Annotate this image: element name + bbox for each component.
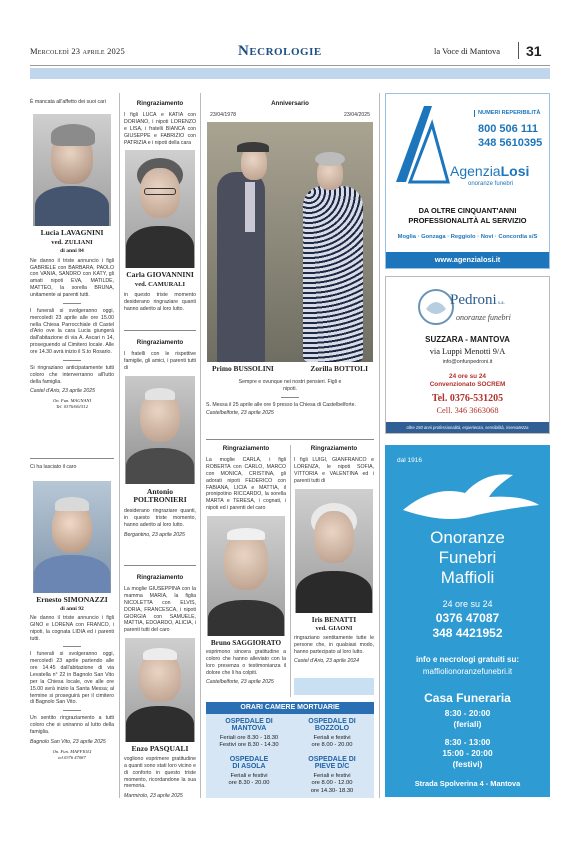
agency-phone: tel.0376 47087 xyxy=(58,754,86,760)
mass-text: S. Messa il 25 aprile alle ore 9 presso la Chiesa di Castelbelforte. xyxy=(206,401,356,408)
notice-text: La moglie CARLA, i figli ROBERTA con CARLO, MARCO con MONICA, CRISTINA, gli adorati nipoti FEDERICO con FABIANA, LICIA e MATTIA, il pronipotino RICCARDO, la sorella MARTA e TERESA, i cognati, i nipoti ed i parenti del caro xyxy=(206,457,286,512)
deceased-age: di anni 92 xyxy=(60,605,84,612)
place-date: Castel d'Ario, 23 aprile 2025 xyxy=(30,388,96,395)
place-date: Bagnolo San Vito, 23 aprile 2025 xyxy=(30,738,106,745)
married-name: ved. CAMURALI xyxy=(134,281,186,289)
notice-text: in questo triste momento desiderano ringraziare quanti hanno aderito al loro lutto. xyxy=(124,291,196,312)
married-name: ved. ZULIANI xyxy=(51,238,93,246)
losi-slogan-1: DA OLTRE CINQUANT'ANNI xyxy=(418,206,517,215)
maffioli-h1-note: (feriali) xyxy=(453,719,482,729)
obituary-simonazzi xyxy=(30,464,114,761)
hours-line: Feriali ore 8.30 - 18.30 xyxy=(219,734,279,741)
place-date: Castel d'Ario, 23 aprile 2024 xyxy=(294,657,360,664)
notice-text: esprimono sincera gratitudine a coloro che hanno alleviato con la loro presenza o testimonianza il dolore che li ha colpiti. xyxy=(206,649,286,676)
thanks-saggiorato xyxy=(206,442,286,686)
header-separator xyxy=(518,42,519,59)
portrait-photo xyxy=(125,376,195,484)
hours-line: ore 8.30 - 20.00 xyxy=(228,780,270,787)
maffioli-since: dal 1916 xyxy=(397,457,422,464)
deceased-first-name: Antonio xyxy=(146,486,174,496)
notice-heading: Ringraziamento xyxy=(310,445,358,452)
notice-text: I figli LUCA e KATIA con DORIANO, i nipoti LORENZO e LISA, i fratelli BIANCA con GIUSEPPE e FABRIZIO con PATRIZIA e i nipoti della cara xyxy=(124,112,196,146)
maffioli-line-1: Onoranze xyxy=(430,528,505,547)
portrait-photo xyxy=(33,114,111,226)
notice-text: ringraziano sentitamente tutte le persone che, in qualsiasi modo, hanno partecipato al loro lutto. xyxy=(294,635,374,656)
notice-text: desiderano ringraziare quanti, in questo triste momento, hanno aderito al loro lutto. xyxy=(124,508,196,528)
page-header xyxy=(30,38,550,66)
deceased-name: Lucia LAVAGNINI xyxy=(40,227,104,237)
maffioli-website: maffiolionoranzefunebri.it xyxy=(422,667,513,676)
thanks-camurali xyxy=(124,97,196,312)
obituary-intro: Ci ha lasciato il caro xyxy=(30,464,77,470)
hospital-mantova: OSPEDALE DI MANTOVA xyxy=(225,718,273,733)
divider xyxy=(124,330,196,331)
pedroni-footer: oltre 150 anni professionalità, esperienza, sensibilità, riservatezza xyxy=(386,422,549,433)
ad-maffioli xyxy=(385,445,550,797)
pedroni-script: onoranze funebri xyxy=(456,313,511,322)
pedroni-city: SUZZARA - MANTOVA xyxy=(425,335,510,344)
deceased-last-name: POLTRONIERI xyxy=(133,495,187,505)
ad-pedroni xyxy=(385,276,550,434)
deceased-name: Carla GIOVANNINI xyxy=(126,270,194,280)
couple-photo xyxy=(207,122,373,362)
losi-logo-icon xyxy=(392,104,452,184)
maffioli-h3-note: (festivi) xyxy=(452,759,483,769)
column-rule-1 xyxy=(119,93,120,798)
thanks-poltronieri xyxy=(124,336,196,539)
obituary-intro: È mancata all'affetto dei suoi cari xyxy=(30,99,106,105)
column-rule-3 xyxy=(379,93,380,798)
deceased-name: Enzo PASQUALI xyxy=(131,744,189,754)
notice-heading: Ringraziamento xyxy=(136,574,184,581)
funeral-text: I funerali si svolgeranno oggi, mercoledì 23 aprile partendo alle ore 14.45 dall'abitazione di via Levatella n° 22 in Bagnolo San Vito per la Chiesa locale, ove alle ore 15.00 avrà inizio la Santa Messa; al termine si proseguirà per il cimitero di Bagnolo San Vito. xyxy=(30,651,114,706)
maffioli-h3: 15:00 - 20:00 xyxy=(442,748,493,758)
place-date: Castelbelforte, 23 aprile 2025 xyxy=(206,409,274,416)
thanks-text: Si ringraziano anticipatamente tutti coloro che interverranno all'lutto della famiglia. xyxy=(30,364,114,385)
notice-heading: Ringraziamento xyxy=(136,339,184,346)
pedroni-address: via Luppi Menotti 9/A xyxy=(429,347,506,356)
portrait-photo xyxy=(33,481,111,593)
mortuary-hours-box xyxy=(206,702,374,798)
place-date: Castelbelforte, 23 aprile 2025 xyxy=(206,678,274,685)
pedroni-conv: Convenzionato SOCREM xyxy=(429,381,506,388)
deceased-age: di anni 84 xyxy=(60,248,84,255)
funeral-agency: On. Fun. MAFFIOLI xyxy=(52,748,92,754)
deceased-name: Bruno SAGGIORATO xyxy=(210,639,282,648)
portrait-photo xyxy=(125,150,195,268)
divider xyxy=(124,565,196,566)
notice-text: vogliono esprimere gratitudine a quanti sono stati loro vicino e di conforto in questo triste momento, ricordandone la sua memoria. xyxy=(124,755,196,790)
notice-text: I fratelli con le rispettive famiglie, gli amici, i parenti tutti di xyxy=(124,351,196,371)
place-date: Bergantino, 23 aprile 2025 xyxy=(124,531,185,538)
hospital-pieve: OSPEDALE DI PIEVE D/C xyxy=(308,755,356,771)
hospital-asola: OSPEDALE DI ASOLA xyxy=(229,755,269,771)
issue-date: Mercoledì 23 aprile 2025 xyxy=(30,46,125,56)
announcement-text: Ne danno il triste annuncio i figli GINO e LORENA con FRANCO, i nipoti, la cognata LIDIA ed i parenti tutti. xyxy=(30,614,114,642)
notice-heading: Ringraziamento xyxy=(222,445,270,452)
losi-phone-1: 800 506 111 xyxy=(478,123,538,135)
hours-line: Feriali e festivi xyxy=(313,734,351,741)
maffioli-hours: 24 ore su 24 xyxy=(442,599,493,609)
hours-line: ore 8.00 - 12.00 xyxy=(311,780,353,787)
section-title: Necrologie xyxy=(238,43,322,59)
maffioli-info: info e necrologi gratuiti su: xyxy=(415,655,520,664)
portrait-photo xyxy=(207,516,285,636)
pedroni-tel: Tel. 0376-531205 xyxy=(431,393,504,404)
hours-line: Feriali e festivi xyxy=(230,772,268,779)
ad-agenzia-losi xyxy=(385,93,550,269)
deceased-name: Iris BENATTI xyxy=(311,615,357,624)
losi-towns: Moglia · Gonzaga · Reggiolo · Novi · Concordia s/S xyxy=(397,234,538,240)
losi-phone-2: 348 5610395 xyxy=(478,137,543,149)
announcement-text: Ne danno il triste annuncio i figli GABRIELE con BARBARA, PAOLO con VANIA, SANDRO con KATY, gli amati nipoti EVA, MATILDE, MATTEO, la sorella BRUNA, unitamente ai parenti tutti. xyxy=(30,257,114,298)
maffioli-line-2: Funebri xyxy=(438,548,497,567)
divider xyxy=(206,439,374,440)
page-number: 31 xyxy=(526,43,542,59)
maffioli-line-3: Maffioli xyxy=(440,568,495,587)
pedroni-hours: 24 ore su 24 xyxy=(449,373,486,380)
hours-line: ore 8.00 - 20.00 xyxy=(311,742,353,749)
column-rule-2 xyxy=(200,93,201,798)
phone-label: NUMERI REPERIBILITÀ xyxy=(474,110,540,117)
hours-line: Festivi ore 8.30 - 14.30 xyxy=(219,742,279,749)
pedroni-cell: Cell. 346 3663068 xyxy=(436,406,499,415)
thanks-benatti xyxy=(294,442,374,665)
notice-text: Sempre e ovunque nei nostri pensieri. Figli e nipoti. xyxy=(238,379,342,393)
notice-text: I figli LUIGI, GIANFRANCO e LORENZA, le nipoti SOFIA, VITTORIA e VALENTINA ed i parenti tutti di xyxy=(294,457,374,484)
notice-heading: Anniversario xyxy=(271,100,309,107)
portrait-photo xyxy=(295,489,373,613)
mortuary-hours-title: ORARI CAMERE MORTUARIE xyxy=(206,702,374,714)
agency-phone: Tel. 0376/661512 xyxy=(56,404,88,410)
portrait-photo xyxy=(125,638,195,742)
date-right: 23/04/2025 xyxy=(344,112,370,119)
place-date: Marmirolo, 23 aprile 2025 xyxy=(124,793,183,800)
date-left: 23/04/1978 xyxy=(210,112,236,119)
maffioli-address: Strada Spolverina 4 - Mantova xyxy=(414,779,521,788)
funeral-text: I funerali si svolgeranno oggi, mercoledì 23 aprile alle ore 15.00 nella Chiesa Parrocchiale di Castel d'Ario ove la cara Lucia giungerà dall'abitazione di via A. Ascari n 14, proseguendo al Cimitero locale. Alle ore 14.30 avrà inizio il S.to Rosario. xyxy=(30,307,114,355)
name-right: Zorilla BOTTOLI xyxy=(310,364,368,374)
empty-blue-box xyxy=(294,678,374,695)
maffioli-phone-1: 0376 47087 xyxy=(435,611,500,625)
funeral-agency: On. Fun. MAGNANI xyxy=(52,398,92,404)
publication-name: la Voce di Mantova xyxy=(434,46,501,56)
pedroni-suffix: s.a. xyxy=(498,301,505,306)
hours-line: ore 14.30- 18.30 xyxy=(310,787,354,794)
maffioli-phone-2: 348 4421952 xyxy=(432,626,503,640)
notice-heading: Ringraziamento xyxy=(136,100,184,107)
name-left: Primo BUSSOLINI xyxy=(212,364,274,374)
thanks-pasquali xyxy=(124,571,196,800)
notice-text: La moglie GIUSEPPINA con la mamma MARIA, la figlia NICOLETTA con ELVIS, DORIA, FRANCESCA, i nipoti GIORGIA con SAMUELE, MATTIA, EDOARDO, ALICIA, i parenti tutti del caro xyxy=(124,586,196,634)
thanks-text: Un sentito ringraziamento a tutti coloro che si uniranno al lutto della famiglia. xyxy=(30,715,114,735)
anniversary-notice xyxy=(206,97,374,417)
losi-name-2: Losi xyxy=(500,163,530,179)
losi-website: www.agenzialosi.it xyxy=(386,252,549,268)
maffioli-h1: 8:30 - 20:00 xyxy=(444,708,491,718)
inner-rule xyxy=(290,445,291,697)
maffioli-casa: Casa Funeraria xyxy=(424,691,511,705)
header-band xyxy=(30,68,550,79)
pedroni-brand: Pedroni xyxy=(450,292,497,308)
maffioli-h2: 8:30 - 13:00 xyxy=(444,737,491,747)
dove-icon xyxy=(393,465,543,525)
losi-name-1: Agenzia xyxy=(450,163,501,179)
deceased-name: Ernesto SIMONAZZI xyxy=(36,594,108,604)
hospital-bozzolo: OSPEDALE DI BOZZOLO xyxy=(308,718,356,733)
obituary-lavagnini xyxy=(30,99,114,410)
hours-line: Feriali e festivi xyxy=(313,772,351,779)
pedroni-email: info@onfunpedroni.it xyxy=(442,359,493,365)
divider xyxy=(30,458,114,459)
losi-slogan-2: PROFESSIONALITÀ AL SERVIZIO xyxy=(408,216,527,225)
losi-tagline: onoranze funebri xyxy=(468,181,514,187)
married-name: ved. GIAONI xyxy=(315,624,353,632)
